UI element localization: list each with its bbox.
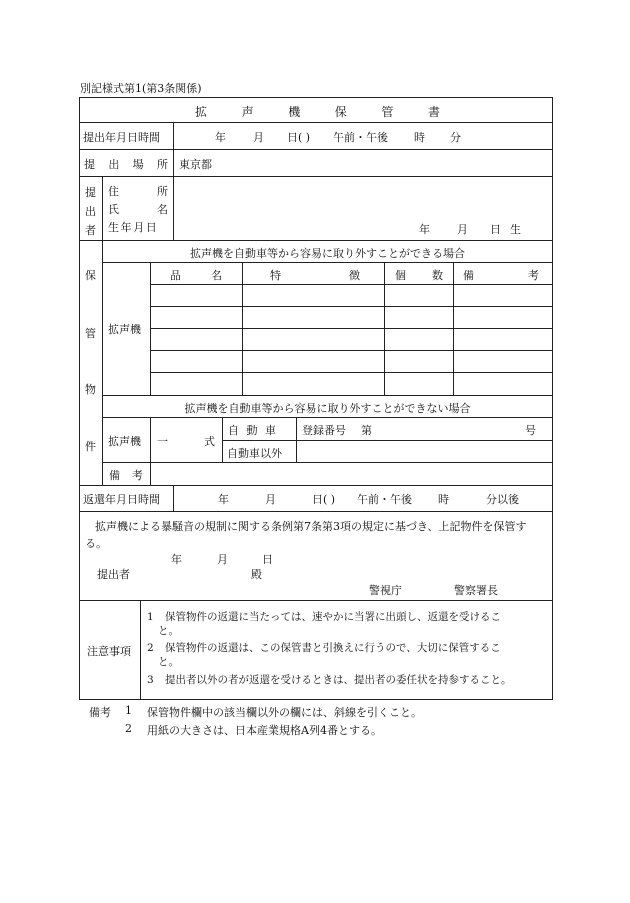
return-day: 日( ) <box>312 493 336 506</box>
loudspeaker-label: 拡声機 <box>108 323 141 336</box>
return-month: 月 <box>265 493 276 506</box>
submit-year: 年 <box>215 131 226 144</box>
statement-dono: 殿 <box>251 568 262 581</box>
statement-text-line1: 拡声機による暴騒音の規制に関する条例第7条第3項の規定に基づき、上記物件を保管す <box>95 520 527 533</box>
fixed-header: 拡声機を自動車等から容易に取り外すことができない場合 <box>184 402 471 415</box>
col-remarks: 備 考 <box>463 269 539 282</box>
reg-number-label: 登録番号 <box>302 424 346 437</box>
footer-2-text: 用紙の大きさは、日本産業規格A列4番とする。 <box>147 724 382 737</box>
note-1-num: 1 <box>147 611 154 623</box>
return-ampm: 午前・午後 <box>357 493 412 506</box>
fixed-loudspeaker-label: 拡声機 <box>108 435 141 448</box>
storage-label-1: 保 <box>85 269 96 282</box>
submit-ampm: 午前・午後 <box>333 131 388 144</box>
statement-year: 年 <box>171 553 182 566</box>
storage-label-4: 件 <box>85 440 96 453</box>
birth-month: 月 <box>457 223 468 236</box>
birth-day: 日生 <box>490 223 530 236</box>
removable-header: 拡声機を自動車等から容易に取り外すことができる場合 <box>190 247 465 260</box>
statement-month: 月 <box>217 553 228 566</box>
statement-submitter-label: 提出者 <box>97 568 130 581</box>
submit-datetime-label: 提出年月日時間 <box>83 131 160 144</box>
address-label: 住 所 <box>108 185 168 198</box>
return-after: 分以後 <box>486 493 519 506</box>
reg-number-suffix: 号 <box>525 424 536 437</box>
col-features: 特 徴 <box>270 269 360 282</box>
footer-2-num: 2 <box>125 722 132 735</box>
reg-number-prefix: 第 <box>361 424 372 437</box>
notes-label: 注意事項 <box>87 645 131 658</box>
note-2-line2: と。 <box>158 656 179 668</box>
storage-remarks-label: 備 考 <box>109 469 143 482</box>
storage-label-3: 物 <box>85 383 96 396</box>
col-item-name: 品 名 <box>170 269 222 282</box>
note-1-line2: と。 <box>158 625 179 637</box>
one-set-label: 一 式 <box>157 435 215 448</box>
footer-1-text: 保管物件欄中の該当欄以外の欄には、斜線を引くこと。 <box>147 706 422 719</box>
birth-year: 年 <box>419 223 430 236</box>
footer-label: 備考 <box>89 706 111 719</box>
statement-chief: 警察署長 <box>454 584 498 597</box>
note-2-num: 2 <box>147 642 154 654</box>
submit-place-value: 東京都 <box>179 158 212 171</box>
statement-day: 日 <box>262 553 273 566</box>
non-vehicle-label: 自動車以外 <box>227 447 282 460</box>
submit-day: 日( ) <box>287 131 311 144</box>
statement-police: 警視庁 <box>369 584 402 597</box>
note-3-line1: 提出者以外の者が返還を受けるときは、提出者の委任状を持参すること。 <box>165 674 512 686</box>
form-title: 拡 声 機 保 管 書 <box>195 105 440 119</box>
vehicle-label: 自 動 車 <box>228 424 278 437</box>
return-hour: 時 <box>438 493 449 506</box>
footer-1-num: 1 <box>125 704 132 717</box>
return-datetime-label: 返還年月日時間 <box>83 493 160 506</box>
submitter-label: 提 出 者 <box>85 186 96 237</box>
col-quantity: 個 数 <box>395 269 443 282</box>
note-2-line1: 保管物件の返還は、この保管書と引換えに行うので、大切に保管するこ <box>165 642 501 654</box>
birthdate-label: 生年月日 <box>108 221 159 234</box>
submit-minute: 分 <box>450 131 461 144</box>
statement-text-line2: る。 <box>85 537 107 550</box>
form-label: 別記様式第1(第3条関係) <box>80 82 202 95</box>
storage-label-2: 管 <box>85 327 96 340</box>
submit-place-label: 提 出 場 所 <box>84 158 168 171</box>
note-3-num: 3 <box>147 674 154 686</box>
submit-month: 月 <box>253 131 264 144</box>
submit-hour: 時 <box>414 131 425 144</box>
note-1-line1: 保管物件の返還に当たっては、速やかに当署に出頭し、返還を受けるこ <box>165 611 501 623</box>
name-label: 氏 名 <box>108 203 168 216</box>
return-year: 年 <box>218 493 229 506</box>
